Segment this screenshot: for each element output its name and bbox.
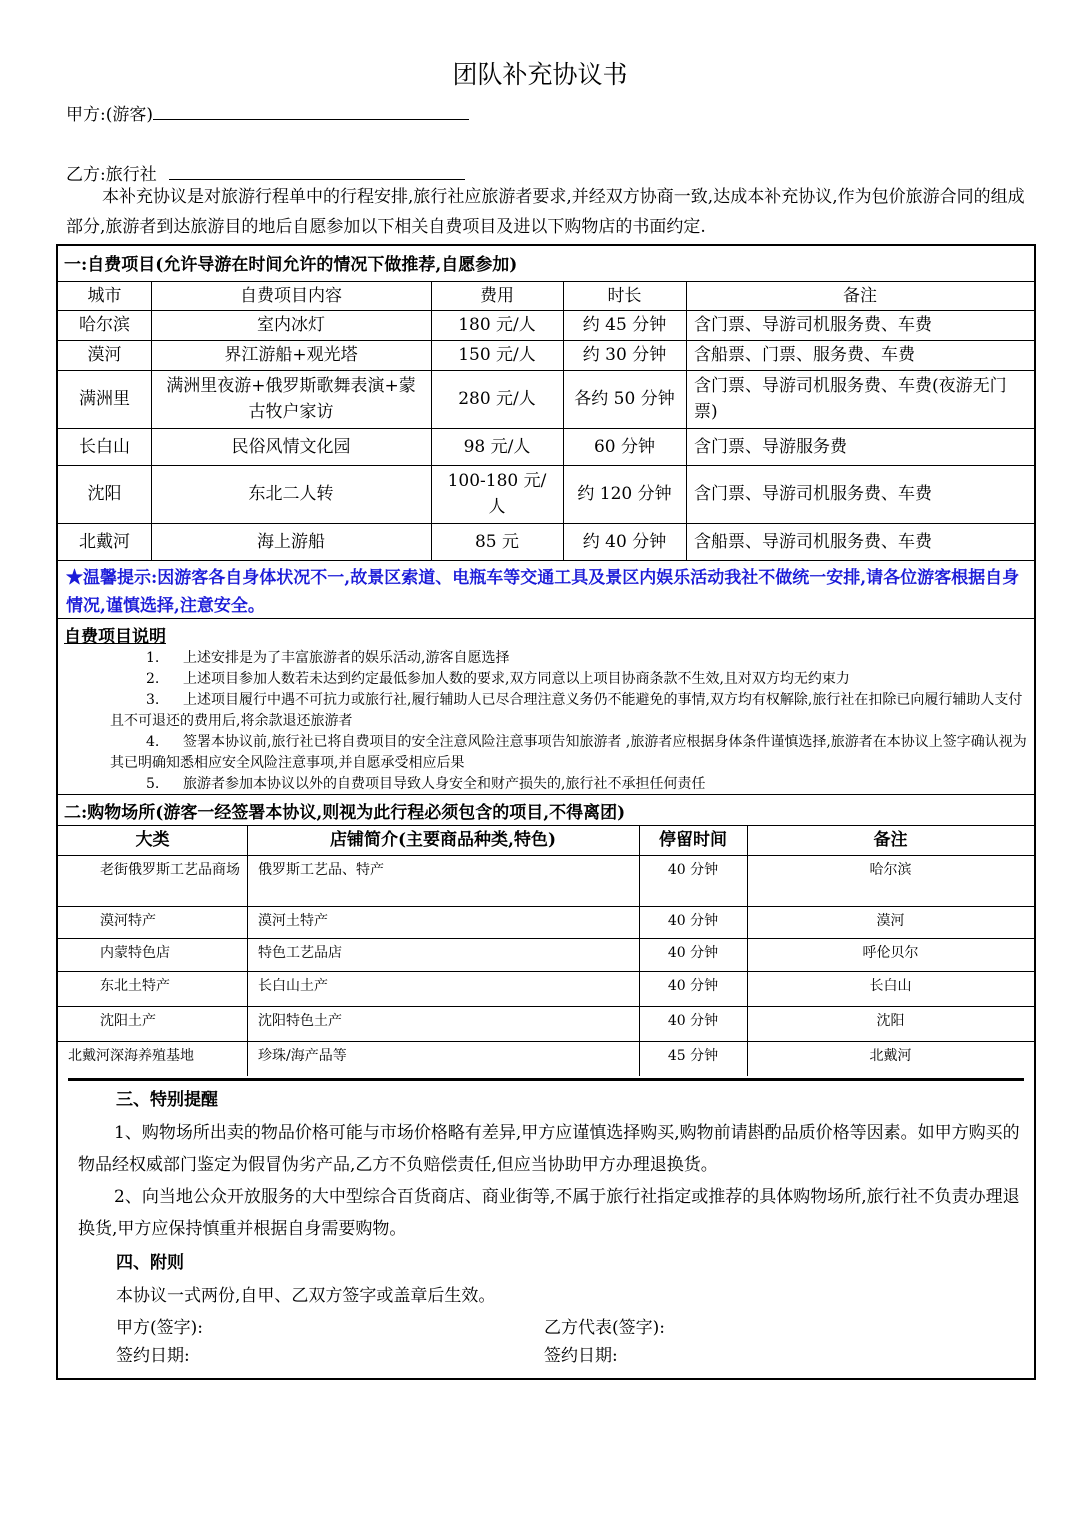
table-cell: 180 元/人 <box>458 315 536 335</box>
party-a-line <box>66 100 469 125</box>
table-cell: 150 元/人 <box>458 345 536 365</box>
document-title: 团队补充协议书 <box>452 60 628 89</box>
table-cell: 85 元 <box>474 531 520 552</box>
table-cell: 280 元/人 <box>458 389 536 409</box>
note-item <box>88 774 1033 795</box>
party-a-label: 甲方:(游客) <box>66 105 153 125</box>
table-cell: 东北二人转 <box>248 484 334 504</box>
table-cell: 漠河 <box>87 345 122 365</box>
table-cell: 100-180 元/人 <box>447 471 547 517</box>
note-text: 上述项目参加人数若未达到约定最低参加人数的要求,双方同意以上项目协商条款不生效,且对双方均无约束力 <box>183 671 850 687</box>
note-num: 1. <box>146 650 160 666</box>
table-cell: 含门票、导游司机服务费、车费 <box>694 484 932 504</box>
table-cell: 沈阳土产 <box>100 1013 156 1029</box>
table-cell: 长白山 <box>869 978 912 994</box>
note-num: 3. <box>146 692 160 708</box>
table-cell: 沈阳特色土产 <box>258 1013 342 1029</box>
table-cell: 东北土特产 <box>100 978 170 994</box>
note-text: 上述安排是为了丰富旅游者的娱乐活动,游客自愿选择 <box>183 650 510 666</box>
col-shop-intro: 店铺简介(主要商品种类,特色) <box>329 830 556 850</box>
table-cell: 含门票、导游司机服务费、车费 <box>694 315 932 335</box>
table-cell: 40 分钟 <box>667 913 719 929</box>
table-cell: 界江游船+观光塔 <box>224 345 358 365</box>
party-a-blank <box>153 101 469 120</box>
table-cell: 室内冰灯 <box>257 315 325 335</box>
table-cell: 约 40 分钟 <box>582 531 667 552</box>
agreement-table <box>56 244 1036 1380</box>
table-cell: 长白山土产 <box>258 978 328 994</box>
sign-party-a: 甲方(签字): <box>116 1318 203 1338</box>
table-cell: 漠河土特产 <box>258 913 328 929</box>
table-cell: 含门票、导游服务费 <box>694 436 847 457</box>
col-stay-time: 停留时间 <box>659 830 727 850</box>
sign-date-b: 签约日期: <box>544 1346 618 1366</box>
table-cell: 沈阳 <box>87 484 122 504</box>
table-cell: 漠河 <box>876 913 905 929</box>
table-cell: 约 30 分钟 <box>582 345 667 365</box>
notes-list <box>88 648 1033 795</box>
table-cell: 40 分钟 <box>667 1013 719 1029</box>
table-cell: 含船票、导游司机服务费、车费 <box>694 531 932 552</box>
section3-paragraph-2: 2、向当地公众开放服务的大中型综合百货商店、商业街等,不属于旅行社指定或推荐的具体购物场所,旅行社不负责办理退换货,甲方应保持慎重并根据自身需要购物。 <box>78 1187 1020 1239</box>
col-fee: 费用 <box>480 285 514 306</box>
party-b-blank <box>169 161 465 180</box>
notes-title: 自费项目说明 <box>64 627 166 647</box>
table-cell: 98 元/人 <box>463 436 531 457</box>
table-cell: 约 45 分钟 <box>582 315 667 335</box>
table-cell: 珍珠/海产品等 <box>258 1048 347 1064</box>
table-cell: 含门票、导游司机服务费、车费(夜游无门票) <box>694 376 1007 422</box>
section4-text: 本协议一式两份,自甲、乙双方签字或盖章后生效。 <box>116 1286 496 1306</box>
table-cell: 60 分钟 <box>593 436 656 457</box>
col-remark: 备注 <box>843 285 877 306</box>
note-text: 旅游者参加本协议以外的自费项目导致人身安全和财产损失的,旅行社不承担任何责任 <box>183 776 706 792</box>
col-city: 城市 <box>87 285 122 306</box>
section-divider <box>68 1078 1024 1081</box>
sign-date-a: 签约日期: <box>116 1346 190 1366</box>
section3-title: 三、特别提醒 <box>116 1090 218 1110</box>
col-duration: 时长 <box>607 285 642 306</box>
intro-paragraph: 本补充协议是对旅游行程单中的行程安排,旅行社应旅游者要求,并经双方协商一致,达成本补充协议,作为包价旅游合同的组成部分,旅游者到达旅游目的地后自愿参加以下相关自费项目及进以下购物店的书面约定. <box>66 187 1025 237</box>
note-item <box>88 648 1033 669</box>
table-cell: 老街俄罗斯工艺品商场 <box>100 862 240 878</box>
sign-party-b: 乙方代表(签字): <box>544 1318 665 1338</box>
section4-title: 四、附则 <box>116 1253 184 1273</box>
note-num: 4. <box>146 734 160 750</box>
note-item <box>88 669 1033 690</box>
table-cell: 海上游船 <box>257 531 325 552</box>
note-text: 上述项目履行中遇不可抗力或旅行社,履行辅助人已尽合理注意义务仍不能避免的事情,双方均有权解除,旅行社在扣除已向履行辅助人支付且不可退还的费用后,将余款退还旅游者 <box>110 692 1023 729</box>
warning-notice: ★温馨提示:因游客各自身体状况不一,故景区索道、电瓶车等交通工具及景区内娱乐活动我社不做统一安排,请各位游客根据自身情况,谨慎选择,注意安全。 <box>66 568 1020 616</box>
col-category: 大类 <box>135 830 170 850</box>
section3-paragraph-1: 1、购物场所出卖的物品价格可能与市场价格略有差异,甲方应谨慎选择购买,购物前请斟酌品质价格等因素。如甲方购买的物品经权威部门鉴定为假冒伪劣产品,乙方不负赔偿责任,但应当协助甲方办理退换货。 <box>78 1123 1020 1175</box>
table-cell: 满洲里夜游+俄罗斯歌舞表演+蒙古牧户家访 <box>166 376 416 422</box>
table-cell: 北戴河 <box>79 531 130 552</box>
table-cell: 俄罗斯工艺品、特产 <box>258 862 384 878</box>
table-cell: 40 分钟 <box>667 945 719 961</box>
table-cell: 内蒙特色店 <box>100 945 170 961</box>
table-cell: 沈阳 <box>876 1013 905 1029</box>
table-cell: 含船票、门票、服务费、车费 <box>694 345 915 365</box>
table-cell: 漠河特产 <box>100 913 156 929</box>
section1-title: 一:自费项目(允许导游在时间允许的情况下做推荐,自愿参加) <box>64 255 518 275</box>
table-cell: 40 分钟 <box>667 862 719 878</box>
table-cell: 约 120 分钟 <box>577 484 672 504</box>
note-num: 2. <box>146 671 160 687</box>
table-cell: 呼伦贝尔 <box>862 945 919 961</box>
note-item <box>88 690 1033 732</box>
col-item: 自费项目内容 <box>240 285 342 306</box>
table-cell: 特色工艺品店 <box>258 945 342 961</box>
party-b-label: 乙方:旅行社 <box>66 165 157 185</box>
section2-title: 二:购物场所(游客一经签署本协议,则视为此行程必须包含的项目,不得离团) <box>64 803 626 823</box>
table-cell: 40 分钟 <box>667 978 719 994</box>
table-cell: 哈尔滨 <box>869 862 912 878</box>
table-cell: 民俗风情文化园 <box>231 436 351 457</box>
note-text: 签署本协议前,旅行社已将自费项目的安全注意风险注意事项告知旅游者 ,旅游者应根据身体条件谨慎选择,旅游者在本协议上签字确认视为其已明确知悉相应安全风险注意事项,并自愿承受相应后果 <box>110 734 1027 771</box>
note-item <box>88 732 1033 774</box>
table-cell: 哈尔滨 <box>79 315 130 335</box>
table-cell: 满洲里 <box>79 389 130 409</box>
table-cell: 北戴河深海养殖基地 <box>68 1048 194 1064</box>
table-cell: 长白山 <box>79 436 130 457</box>
table-cell: 各约 50 分钟 <box>574 389 675 409</box>
table-cell: 北戴河 <box>869 1048 912 1064</box>
table-cell: 45 分钟 <box>667 1048 719 1064</box>
note-num: 5. <box>146 776 160 792</box>
col-shop-remark: 备注 <box>873 830 908 850</box>
